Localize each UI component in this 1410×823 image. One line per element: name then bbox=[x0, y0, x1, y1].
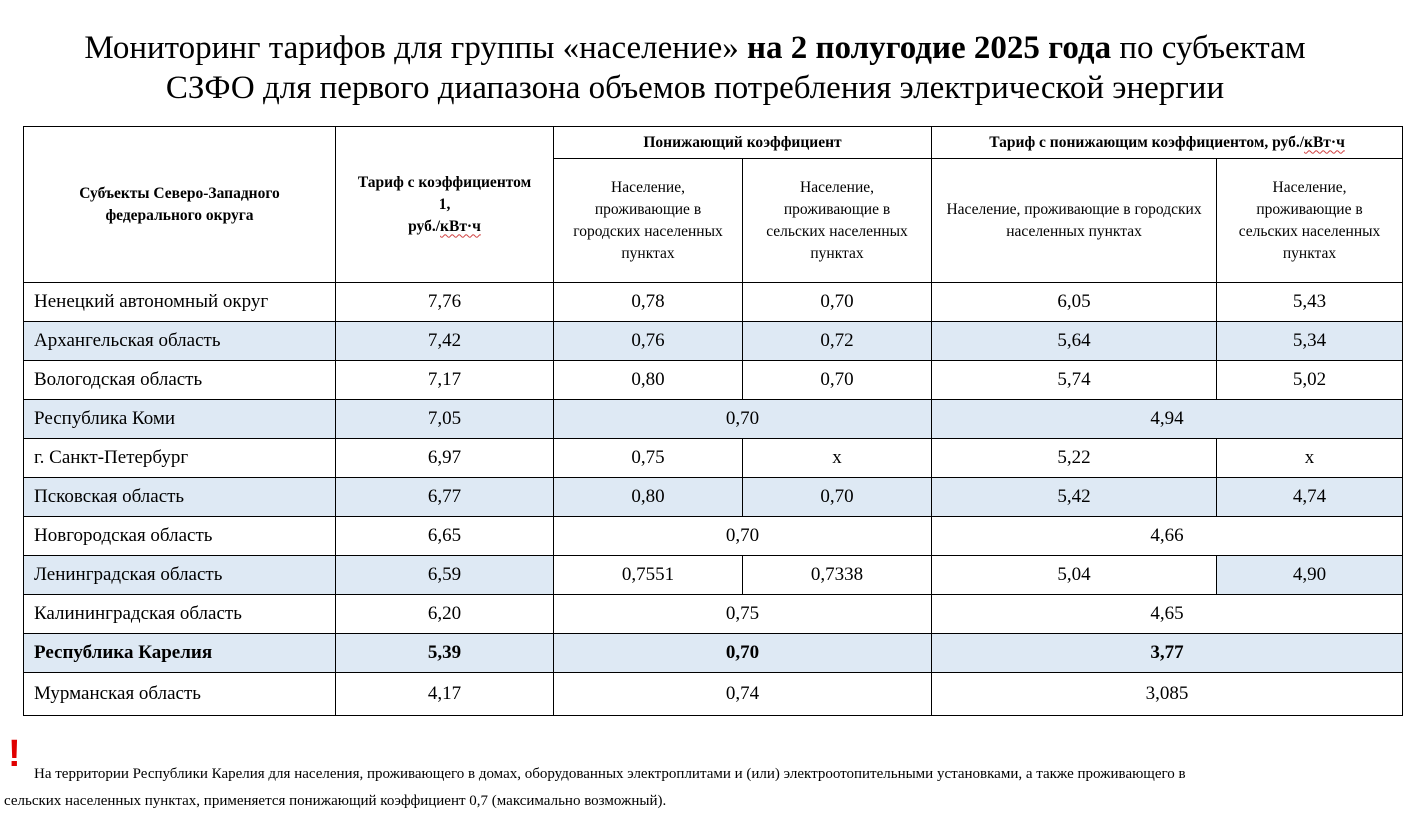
page-title bbox=[0, 28, 1390, 108]
exclamation-icon: ! bbox=[8, 733, 21, 775]
row-coef-rural: 0,70 bbox=[743, 361, 932, 400]
row-tariff-rural: 5,02 bbox=[1217, 361, 1403, 400]
row-tariff: 5,39 bbox=[336, 634, 554, 673]
table-row bbox=[24, 556, 1403, 595]
row-subject: Мурманская область bbox=[24, 673, 336, 716]
row-tariff-urban: 5,74 bbox=[932, 361, 1217, 400]
row-tariff-urban: 5,64 bbox=[932, 322, 1217, 361]
header-coef-urban bbox=[554, 159, 743, 283]
header-tariff-coef1-unit-prefix: руб./ bbox=[408, 217, 441, 235]
row-tariff: 6,59 bbox=[336, 556, 554, 595]
row-subject: Республика Карелия bbox=[24, 634, 336, 673]
row-tariff: 7,42 bbox=[336, 322, 554, 361]
row-coef-merged: 0,75 bbox=[554, 595, 932, 634]
table-row bbox=[24, 478, 1403, 517]
table-row bbox=[24, 517, 1403, 556]
row-coef-merged: 0,70 bbox=[554, 517, 932, 556]
header-tariff-reduced bbox=[932, 127, 1403, 159]
header-coef-urban-text: Население, проживающие в городских населенных пунктах bbox=[573, 178, 723, 262]
table-row bbox=[24, 439, 1403, 478]
row-tariff: 6,65 bbox=[336, 517, 554, 556]
row-tariff: 7,17 bbox=[336, 361, 554, 400]
row-tariff-rural: 4,74 bbox=[1217, 478, 1403, 517]
header-reducing-coef: Понижающий коэффициент bbox=[554, 127, 932, 159]
title-line2: СЗФО для первого диапазона объемов потребления электрической энергии bbox=[165, 70, 1225, 106]
header-tariff-rural bbox=[1217, 159, 1403, 283]
row-subject: Вологодская область bbox=[24, 361, 336, 400]
row-tariff-rural: 5,34 bbox=[1217, 322, 1403, 361]
row-subject: Архангельская область bbox=[24, 322, 336, 361]
row-subject: Псковская область bbox=[24, 478, 336, 517]
row-coef-rural: 0,72 bbox=[743, 322, 932, 361]
row-subject: Ленинградская область bbox=[24, 556, 336, 595]
row-coef-urban: 0,78 bbox=[554, 283, 743, 322]
row-tariff: 7,05 bbox=[336, 400, 554, 439]
header-tariff-urban-text: Население, проживающие в городских населенных пунктах bbox=[946, 200, 1202, 240]
row-tariff-merged: 3,085 bbox=[932, 673, 1403, 716]
title-period: на 2 полугодие 2025 года bbox=[746, 30, 1112, 66]
header-coef-rural bbox=[743, 159, 932, 283]
header-subject bbox=[24, 127, 336, 283]
row-tariff: 6,97 bbox=[336, 439, 554, 478]
row-coef-urban: 0,80 bbox=[554, 361, 743, 400]
row-coef-merged: 0,70 bbox=[554, 634, 932, 673]
row-tariff-urban: 6,05 bbox=[932, 283, 1217, 322]
row-coef-merged: 0,74 bbox=[554, 673, 932, 716]
table-row bbox=[24, 634, 1403, 673]
row-coef-urban: 0,75 bbox=[554, 439, 743, 478]
title-part1: Мониторинг тарифов для группы «население» bbox=[84, 30, 747, 66]
title-part3: по субъектам bbox=[1111, 30, 1306, 66]
row-tariff-rural: 4,90 bbox=[1217, 556, 1403, 595]
header-tariff-reduced-unit: кВт·ч bbox=[1304, 133, 1345, 151]
row-coef-rural: 0,70 bbox=[743, 478, 932, 517]
row-coef-rural: 0,70 bbox=[743, 283, 932, 322]
header-tariff-reduced-text: Тариф с понижающим коэффициентом, руб./ bbox=[989, 133, 1305, 151]
tariff-table bbox=[23, 126, 1403, 716]
row-tariff-merged: 4,66 bbox=[932, 517, 1403, 556]
row-tariff-urban: 5,04 bbox=[932, 556, 1217, 595]
footnote-line2: сельских населенных пунктах, применяется понижающий коэффициент 0,7 (максимально возможный). bbox=[4, 793, 667, 809]
row-tariff: 6,77 bbox=[336, 478, 554, 517]
row-subject: г. Санкт-Петербург bbox=[24, 439, 336, 478]
table-row bbox=[24, 283, 1403, 322]
row-tariff-merged: 4,94 bbox=[932, 400, 1403, 439]
row-tariff-urban: 5,42 bbox=[932, 478, 1217, 517]
table-row bbox=[24, 361, 1403, 400]
row-tariff: 4,17 bbox=[336, 673, 554, 716]
header-tariff-coef1-unit: кВт·ч bbox=[440, 217, 481, 235]
footnote-line1: На территории Республики Карелия для населения, проживающего в домах, оборудованных электроплитами и (или) электроотопительными установками, а также проживающего в bbox=[34, 766, 1186, 782]
header-subject-text: Субъекты Северо-Западного федерального округа bbox=[79, 184, 280, 224]
row-subject: Калининградская область bbox=[24, 595, 336, 634]
row-coef-urban: 0,80 bbox=[554, 478, 743, 517]
row-coef-urban: 0,7551 bbox=[554, 556, 743, 595]
row-coef-rural: х bbox=[743, 439, 932, 478]
table-row bbox=[24, 322, 1403, 361]
table-row bbox=[24, 673, 1403, 716]
table-row bbox=[24, 595, 1403, 634]
header-tariff-coef1 bbox=[336, 127, 554, 283]
row-tariff-rural: 5,43 bbox=[1217, 283, 1403, 322]
row-tariff-merged: 4,65 bbox=[932, 595, 1403, 634]
row-coef-urban: 0,76 bbox=[554, 322, 743, 361]
table-row bbox=[24, 400, 1403, 439]
row-subject: Республика Коми bbox=[24, 400, 336, 439]
row-tariff-merged: 3,77 bbox=[932, 634, 1403, 673]
row-tariff: 6,20 bbox=[336, 595, 554, 634]
row-tariff: 7,76 bbox=[336, 283, 554, 322]
header-tariff-urban bbox=[932, 159, 1217, 283]
row-subject: Ненецкий автономный округ bbox=[24, 283, 336, 322]
row-tariff-urban: 5,22 bbox=[932, 439, 1217, 478]
header-tariff-rural-text: Население, проживающие в сельских населенных пунктах bbox=[1238, 178, 1381, 262]
row-coef-rural: 0,7338 bbox=[743, 556, 932, 595]
row-coef-merged: 0,70 bbox=[554, 400, 932, 439]
header-tariff-coef1-text: Тариф с коэффициентом 1, bbox=[357, 173, 532, 213]
row-subject: Новгородская область bbox=[24, 517, 336, 556]
header-coef-rural-text: Население, проживающие в сельских населенных пунктах bbox=[766, 178, 908, 262]
row-tariff-rural: х bbox=[1217, 439, 1403, 478]
